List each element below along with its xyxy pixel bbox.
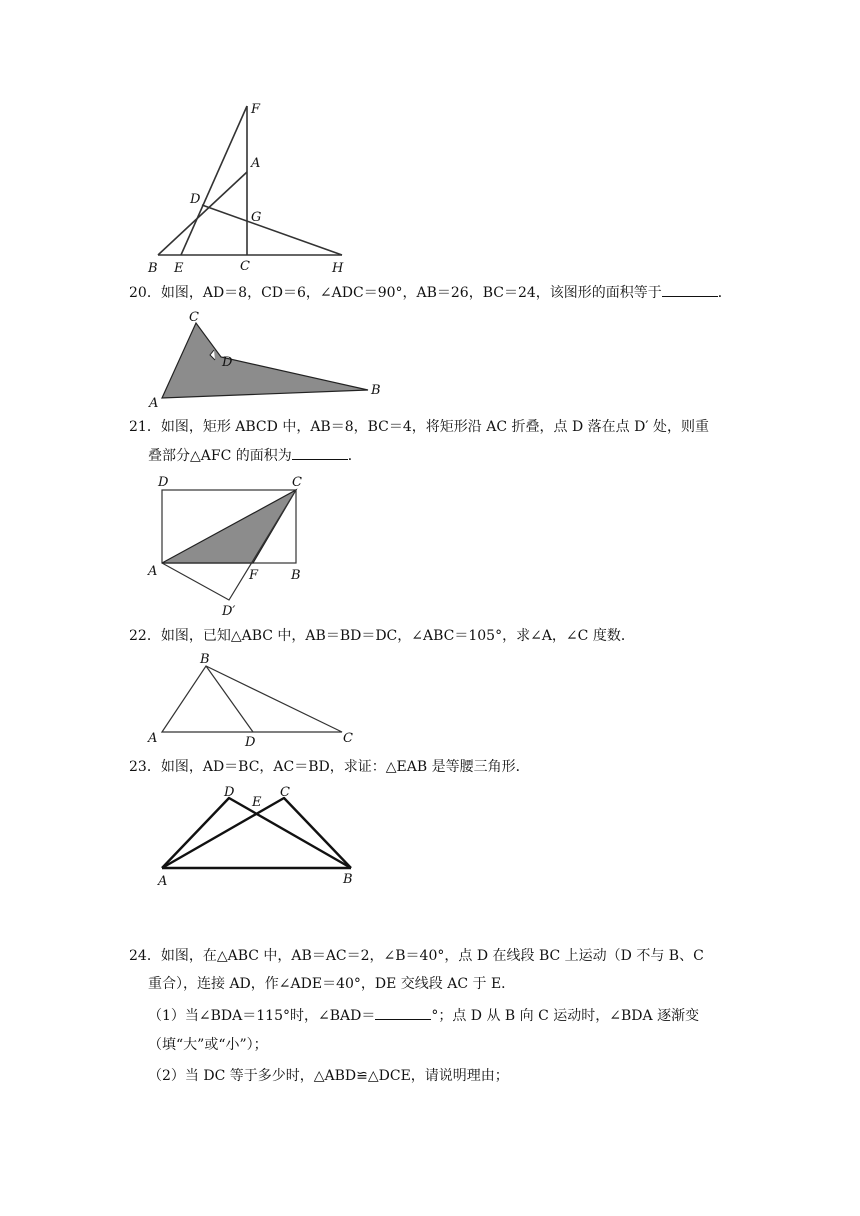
fig23-label-C: C: [280, 785, 290, 800]
fig22-triangle-ABC: [162, 666, 342, 732]
fig19-line-DH: [202, 205, 342, 255]
q21-line1: 如图，矩形 ABCD 中，AB＝8，BC＝4，将矩形沿 AC 折叠，点 D 落在点 D′ 处，则重: [160, 419, 709, 435]
q21-line2: 叠部分△AFC 的面积为: [148, 448, 292, 464]
fig19-label-A: A: [251, 156, 261, 171]
q24-number: 24．: [129, 948, 161, 964]
fig20-shaded-region: [162, 323, 368, 398]
q24-part1-a: （1）当∠BDA＝115°时，∠BAD＝: [148, 1008, 376, 1024]
fig19-label-B: B: [148, 261, 158, 276]
question-23: [129, 757, 530, 777]
question-24-line2: [148, 974, 515, 994]
question-24-part2: [148, 1066, 509, 1086]
fig20-label-D: D: [222, 355, 233, 370]
fig21-label-C: C: [292, 475, 302, 490]
fig19-label-D: D: [190, 192, 201, 207]
q21-number: 21．: [129, 419, 161, 435]
question-24-part1: [148, 1005, 699, 1026]
fig23-label-A: A: [158, 874, 168, 889]
q22-text: 如图，已知△ABC 中，AB＝BD＝DC，∠ABC＝105°，求∠A，∠C 度数．: [160, 628, 635, 644]
fig23-label-B: B: [343, 872, 353, 887]
fig21-label-F: F: [249, 568, 259, 583]
fig22-label-D: D: [245, 735, 256, 750]
figure-19: [158, 106, 342, 255]
q23-text: 如图，AD＝BC，AC＝BD，求证：△EAB 是等腰三角形．: [160, 759, 530, 775]
fig19-label-C: C: [240, 259, 250, 274]
fig19-label-H: H: [332, 261, 344, 276]
q24-part1-b: °；点 D 从 B 向 C 运动时，∠BDA 逐渐变: [431, 1008, 700, 1024]
question-21-line2: [148, 445, 362, 466]
q24-part2: （2）当 DC 等于多少时，△ABD≌△DCE，请说明理由；: [148, 1068, 509, 1084]
fig22-label-B: B: [200, 652, 210, 667]
fig19-label-G: G: [251, 210, 262, 225]
q24-line1: 如图，在△ABC 中，AB＝AC＝2，∠B＝40°，点 D 在线段 BC 上运动（D 不与 B、C: [160, 948, 704, 964]
fig22-label-C: C: [343, 731, 353, 746]
q20-end: ．: [717, 285, 732, 301]
question-24-part1-cont: [148, 1035, 268, 1055]
q20-answer-blank[interactable]: [662, 282, 718, 297]
q20-text: 如图，AD＝8，CD＝6，∠ADC＝90°，AB＝26，BC＝24，该图形的面积等于: [160, 285, 662, 301]
fig21-shaded-triangle-AFC: [162, 490, 296, 563]
question-20: [129, 282, 732, 303]
q24-part1-answer-blank[interactable]: [375, 1005, 431, 1020]
q24-line2: 重合），连接 AD，作∠ADE＝40°，DE 交线段 AC 于 E．: [148, 976, 516, 992]
q20-number: 20．: [129, 285, 161, 301]
fig22-label-A: A: [148, 731, 158, 746]
q24-part1-c: （填“大”或“小”）；: [148, 1037, 268, 1053]
fig21-label-D: D: [158, 475, 169, 490]
fig23-label-D: D: [224, 785, 235, 800]
fig20-label-B: B: [371, 383, 381, 398]
q22-number: 22．: [129, 628, 161, 644]
figure-20: [162, 323, 368, 398]
fig19-line-BA: [158, 172, 247, 255]
fig23-label-E: E: [252, 795, 262, 810]
fig21-label-A: A: [148, 564, 158, 579]
fig20-label-A: A: [149, 396, 159, 411]
question-24-line1: [129, 946, 704, 966]
figure-22: [162, 666, 342, 732]
fig21-label-B: B: [291, 568, 301, 583]
fig22-line-BD: [206, 666, 253, 732]
figure-21: [162, 490, 296, 600]
q21-end: ．: [347, 448, 362, 464]
q23-number: 23．: [129, 759, 161, 775]
fig19-label-E: E: [174, 261, 184, 276]
question-22: [129, 626, 635, 646]
fig20-label-C: C: [189, 310, 199, 325]
question-21-line1: [129, 417, 709, 437]
q21-answer-blank[interactable]: [292, 445, 348, 460]
fig21-label-Dprime: D′: [222, 604, 236, 619]
fig19-label-F: F: [251, 102, 261, 117]
